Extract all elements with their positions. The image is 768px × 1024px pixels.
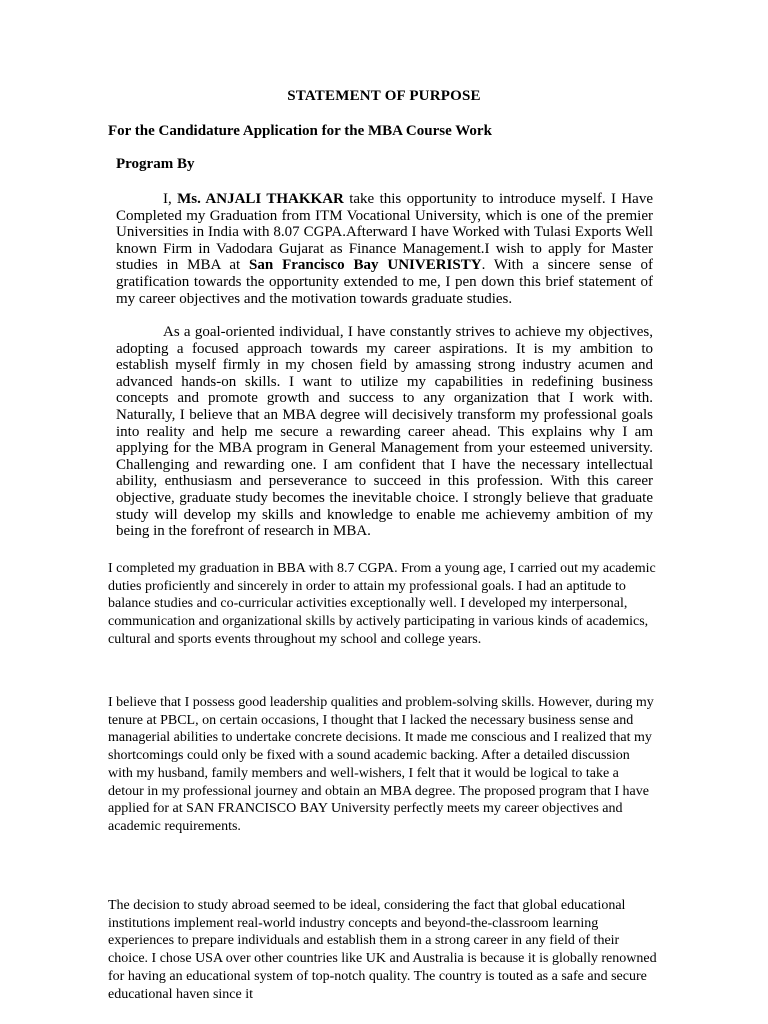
paragraph-graduation: I completed my graduation in BBA with 8.7 CGPA. From a young age, I carried out my academic duties proficiently and sincerely in order to attain my professional goals. I had an aptitude to balance studies and co-curricular activities exceptionally well. I developed my interpersonal, communication and organizational skills by actively participating in various kinds of academics, cultural and sports events throughout my school and college years. — [108, 561, 656, 647]
paragraph-study-abroad: The decision to study abroad seemed to be ideal, considering the fact that global educational institutions implement real-world industry concepts and beyond-the-classroom learning experiences to prepare individuals and establish them in a strong career in any field of their choice. I chose USA over other countries like UK and Australia is because it is globally renowned for having an educational system of top-notch quality. The country is touted as a safe and secure educational haven since it — [108, 898, 657, 1002]
paragraph-leadership: I believe that I possess good leadership qualities and problem-solving skills. However, during my tenure at PBCL, on certain occasions, I thought that I lacked the necessary business sense and managerial abilities to undertake concrete decisions. It made me conscious and I realized that my shortcomings could only be fixed with a sound academic backing. After a detailed discussion with my husband, family members and well-wishers, I felt that it would be logical to take a detour in my professional journey and obtain an MBA degree. The proposed program that I have applied for at SAN FRANCISCO BAY University perfectly meets my career objectives and academic requirements. — [108, 695, 654, 834]
university-name: San Francisco Bay UNIVERISTY — [249, 257, 482, 274]
intro-text-end: . With a sincere sense of gratification towards the opportunity extended to me, I pen down this brief statement of my career objectives and the motivation towards graduate studies. — [116, 257, 653, 307]
document-subtitle: For the Candidature Application for the MBA Course Work — [108, 123, 492, 139]
intro-text-middle: take this opportunity to introduce myself. I Have Completed my Graduation from ITM Vocational University, which is one of the premier Universities in India with 8.07 CGPA.Afterward I have Worked with Tulasi Exports Well known Firm in Vadodara Gujarat as Finance Management.I wish to apply for Master studies in MBA at — [116, 191, 653, 274]
program-label: Program By — [116, 156, 195, 172]
document-title: STATEMENT OF PURPOSE — [287, 88, 481, 104]
intro-text-start: I, — [163, 191, 178, 207]
applicant-name: Ms. ANJALI THAKKAR — [177, 191, 344, 207]
paragraph-goals: As a goal-oriented individual, I have constantly strives to achieve my objectives, adopting a focused approach towards my career aspirations. It is my ambition to establish myself firmly in my chosen field by amassing strong industry acumen and advanced hands-on skills. I want to utilize my capabilities in redefining business concepts and promote growth and success to any organization that I work with. Naturally, I believe that an MBA degree will decisively transform my professional goals into reality and help me secure a rewarding career ahead. This explains why I am applying for the MBA program in General Management from your esteemed university. Challenging and rewarding one. I am confident that I have the necessary intellectual ability, enthusiasm and perseverance to succeed in this profession. With this career objective, graduate study becomes the inevitable choice. I strongly believe that graduate study will develop my skills and knowledge to enable me achievemy ambition of my being in the forefront of research in MBA. — [116, 324, 653, 540]
paragraph-introduction — [116, 191, 653, 307]
